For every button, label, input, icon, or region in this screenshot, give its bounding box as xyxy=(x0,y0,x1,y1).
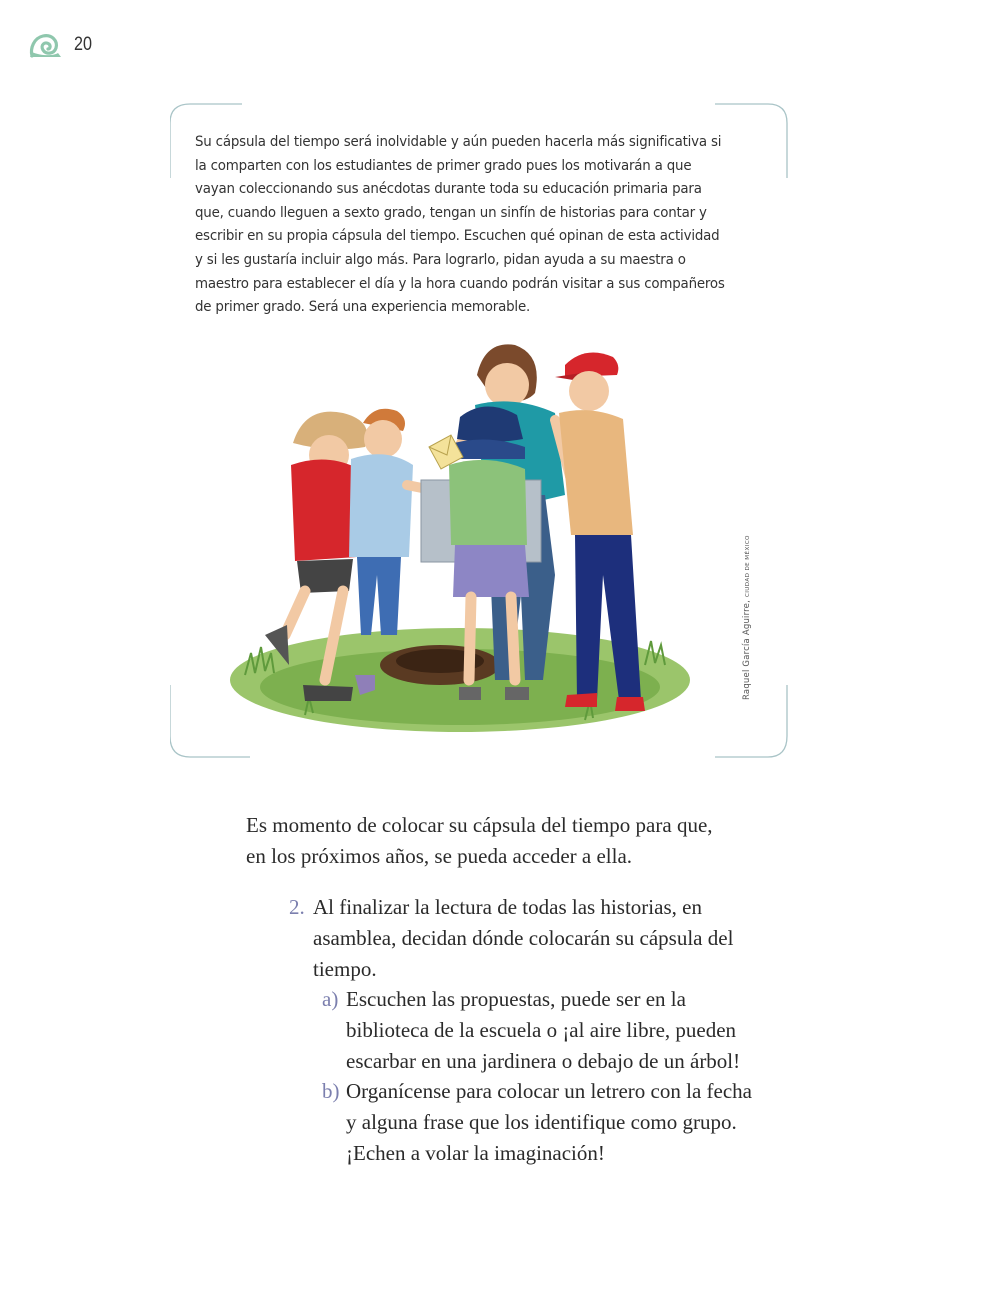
children-burying-time-capsule-illustration xyxy=(225,335,695,740)
sub-item-b xyxy=(322,1076,762,1169)
sub-item-a xyxy=(322,984,762,1077)
sub-item-text: Escuchen las propuestas, puede ser en la biblioteca de la escuela o ¡al aire libre, pueden escarbar en una jardinera o debajo de un árbol! xyxy=(346,987,741,1073)
credit-name: Raquel García Aguirre, xyxy=(742,600,752,700)
credit-place: CIUDAD DE MÉXICO xyxy=(745,535,751,598)
item-number: 2. xyxy=(289,895,305,919)
page-header xyxy=(28,30,95,60)
intro-paragraph: Es momento de colocar su cápsula del tiempo para que, en los próximos años, se pueda acceder a ella. xyxy=(246,813,713,868)
page-number: 20 xyxy=(74,34,92,55)
sub-item-text: Organícense para colocar un letrero con la fecha y alguna frase que los identifique como grupo. ¡Echen a volar la imaginación! xyxy=(346,1079,752,1165)
list-item xyxy=(289,892,759,985)
snail-icon xyxy=(28,30,62,60)
callout-text: Su cápsula del tiempo será inolvidable y aún pueden hacerla más significativa si la comparten con los estudiantes de primer grado pues los motivarán a que vayan coleccionando sus anécdotas durante toda su educación primaria para que, cuando lleguen a sexto grado, tengan un sinfín de historias para contar y escribir en su propia cápsula del tiempo. Escuchen qué opinan de esta actividad y si les gustaría incluir algo más. Para lograrlo, pidan ayuda a su maestra o maestro para establecer el día y la hora cuando podrán visitar a sus compañeros de primer grado. Será una experiencia memorable. xyxy=(195,134,725,316)
sub-item-label: a) xyxy=(322,987,339,1011)
illustration-credit xyxy=(742,535,752,700)
sub-item-label: b) xyxy=(322,1079,340,1103)
item-text: Al finalizar la lectura de todas las historias, en asamblea, decidan dónde colocarán su cápsula del tiempo. xyxy=(313,895,734,981)
